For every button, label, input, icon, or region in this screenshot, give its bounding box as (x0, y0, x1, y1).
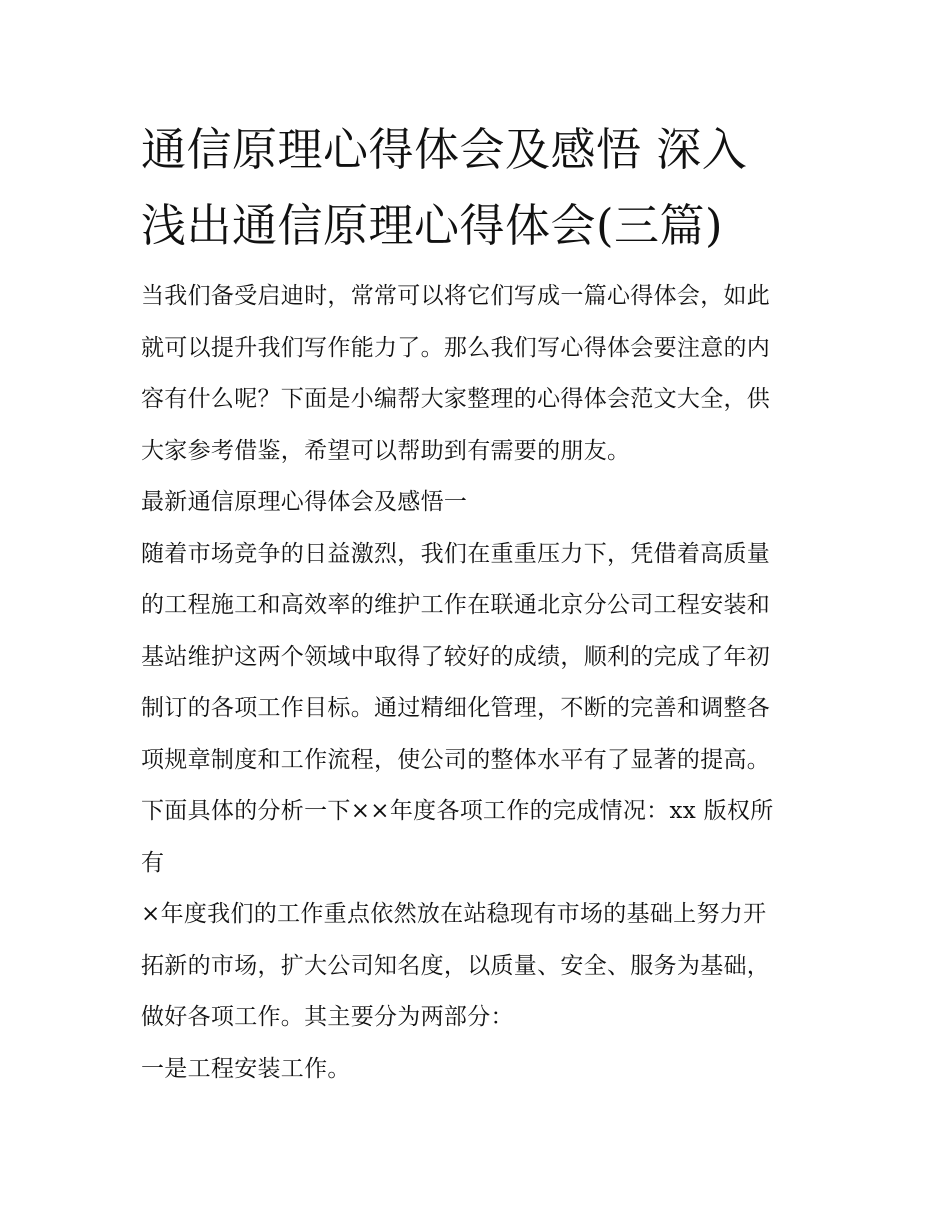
paragraph-line: ×年度我们的工作重点依然放在站稳现有市场的基础上努力开 (141, 901, 767, 927)
paragraph-line: 有 (141, 849, 165, 876)
paragraph-line: 做好各项工作。其主要分为两部分： (141, 1004, 514, 1030)
intro-line: 就可以提升我们写作能力了。那么我们写心得体会要注意的内 (141, 334, 771, 361)
paragraph-line: 下面具体的分析一下××年度各项工作的完成情况：xx 版权所 (141, 798, 774, 824)
intro-line: 大家参考借鉴，希望可以帮助到有需要的朋友。 (141, 437, 631, 464)
paragraph-line: 随着市场竞争的日益激烈，我们在重重压力下，凭借着高质量 (141, 540, 771, 567)
title-line: 通信原理心得体会及感悟 深入 (141, 123, 748, 176)
document-content (141, 112, 813, 1095)
paragraph-line: 制订的各项工作目标。通过精细化管理，不断的完善和调整各 (141, 695, 771, 721)
paragraph-line: 基站维护这两个领域中取得了较好的成绩，顺利的完成了年初 (141, 643, 771, 670)
paragraph-line: 的工程施工和高效率的维护工作在联通北京分公司工程安装和 (141, 592, 771, 618)
paragraph-line: 拓新的市场，扩大公司知名度，以质量、安全、服务为基础， (141, 952, 771, 979)
section-heading: 最新通信原理心得体会及感悟一 (141, 489, 468, 515)
paragraph-line: 一是工程安装工作。 (141, 1055, 351, 1082)
title-line: 浅出通信原理心得体会(三篇) (141, 199, 724, 252)
paragraph-line: 项规章制度和工作流程，使公司的整体水平有了显著的提高。 (141, 746, 771, 773)
intro-line: 容有什么呢？下面是小编帮大家整理的心得体会范文大全，供 (141, 386, 771, 412)
document-body (141, 271, 813, 1095)
document-title (141, 112, 813, 264)
intro-line: 当我们备受启迪时，常常可以将它们写成一篇心得体会，如此 (141, 283, 771, 309)
